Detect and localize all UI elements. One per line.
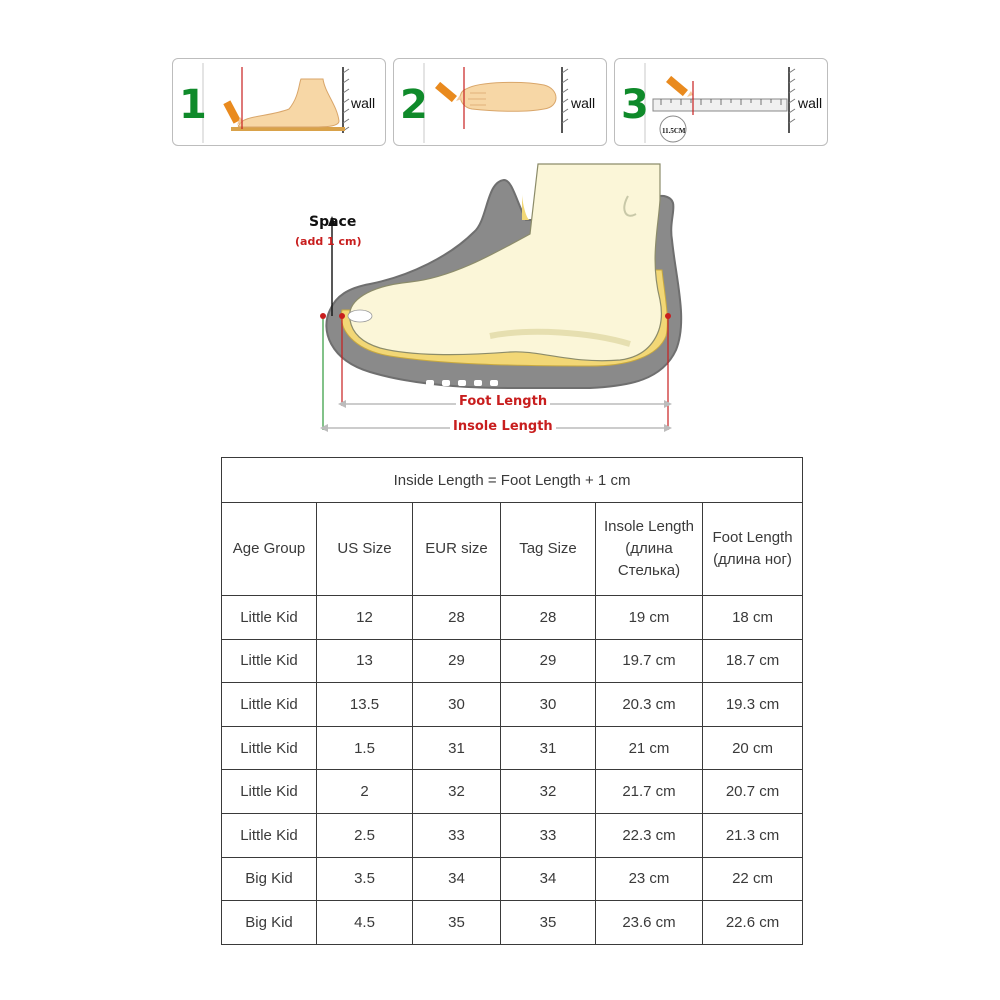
cell-us-size: 4.5 <box>317 901 413 945</box>
cell-foot-length: 18.7 cm <box>703 639 803 683</box>
cell-us-size: 1.5 <box>317 726 413 770</box>
cell-tag-size: 34 <box>501 857 596 901</box>
table-row <box>222 639 803 683</box>
cell-age-group: Little Kid <box>222 726 317 770</box>
cell-tag-size: 35 <box>501 901 596 945</box>
cell-age-group: Little Kid <box>222 770 317 814</box>
table-row <box>222 596 803 640</box>
header-foot-line-1: Foot Length <box>712 529 793 546</box>
table-header-row <box>222 503 803 596</box>
cell-insole-length: 23 cm <box>596 857 703 901</box>
table-row <box>222 770 803 814</box>
cell-foot-length: 20.7 cm <box>703 770 803 814</box>
header-age-group: Age Group <box>222 503 317 596</box>
table-title-row <box>222 458 803 503</box>
step-2-panel <box>393 58 607 146</box>
step-3-wall-label: wall <box>798 95 823 111</box>
cell-insole-length: 19.7 cm <box>596 639 703 683</box>
cell-insole-length: 23.6 cm <box>596 901 703 945</box>
cell-age-group: Little Kid <box>222 596 317 640</box>
space-sub-label: (add 1 cm) <box>295 235 362 248</box>
cell-us-size: 13 <box>317 639 413 683</box>
table-row <box>222 683 803 727</box>
cell-insole-length: 22.3 cm <box>596 813 703 857</box>
cell-foot-length: 20 cm <box>703 726 803 770</box>
cell-insole-length: 19 cm <box>596 596 703 640</box>
header-tag-size: Tag Size <box>501 503 596 596</box>
cell-insole-length: 21.7 cm <box>596 770 703 814</box>
pencil-icon <box>435 82 462 102</box>
size-chart-table <box>221 457 803 945</box>
cell-us-size: 2.5 <box>317 813 413 857</box>
cell-eur-size: 33 <box>413 813 501 857</box>
cell-foot-length: 18 cm <box>703 596 803 640</box>
cell-foot-length: 22 cm <box>703 857 803 901</box>
step-3-number: 3 <box>621 82 649 128</box>
cell-tag-size: 33 <box>501 813 596 857</box>
header-insole-length <box>596 503 703 596</box>
cell-foot-length: 19.3 cm <box>703 683 803 727</box>
cell-us-size: 12 <box>317 596 413 640</box>
cell-age-group: Little Kid <box>222 813 317 857</box>
table-row <box>222 857 803 901</box>
cell-insole-length: 20.3 cm <box>596 683 703 727</box>
step-1-wall-label: wall <box>351 95 376 111</box>
foot-length-label: Foot Length <box>456 394 550 409</box>
cell-tag-size: 32 <box>501 770 596 814</box>
header-us-size: US Size <box>317 503 413 596</box>
header-insole-line-3: Стелька) <box>617 562 681 579</box>
header-insole-line-2: (длина <box>625 540 673 557</box>
cell-us-size: 13.5 <box>317 683 413 727</box>
cell-tag-size: 30 <box>501 683 596 727</box>
step-2-number: 2 <box>400 82 428 128</box>
cell-age-group: Big Kid <box>222 901 317 945</box>
space-label: Space <box>309 214 357 230</box>
cell-age-group: Big Kid <box>222 857 317 901</box>
insole-length-label: Insole Length <box>450 419 556 434</box>
pencil-icon <box>223 100 243 125</box>
cell-eur-size: 29 <box>413 639 501 683</box>
cell-eur-size: 35 <box>413 901 501 945</box>
header-insole-line-1: Insole Length <box>603 518 695 535</box>
cell-eur-size: 32 <box>413 770 501 814</box>
header-foot-length <box>703 503 803 596</box>
step-1-panel <box>172 58 386 146</box>
measurement-steps <box>172 58 830 146</box>
table-row <box>222 813 803 857</box>
pencil-icon <box>666 76 693 97</box>
cell-foot-length: 22.6 cm <box>703 901 803 945</box>
cell-age-group: Little Kid <box>222 639 317 683</box>
table-row <box>222 901 803 945</box>
step-2-wall-label: wall <box>571 95 596 111</box>
step-3-scale-label: 11.5CM <box>662 127 686 135</box>
header-foot-line-2: (длина ног) <box>713 551 792 568</box>
cell-eur-size: 28 <box>413 596 501 640</box>
header-eur-size: EUR size <box>413 503 501 596</box>
cell-eur-size: 30 <box>413 683 501 727</box>
cell-insole-length: 21 cm <box>596 726 703 770</box>
step-1-number: 1 <box>179 82 207 128</box>
cell-us-size: 2 <box>317 770 413 814</box>
cell-foot-length: 21.3 cm <box>703 813 803 857</box>
cell-eur-size: 34 <box>413 857 501 901</box>
cell-eur-size: 31 <box>413 726 501 770</box>
cell-us-size: 3.5 <box>317 857 413 901</box>
cell-tag-size: 29 <box>501 639 596 683</box>
cell-tag-size: 31 <box>501 726 596 770</box>
ruler-icon <box>653 99 787 111</box>
cell-tag-size: 28 <box>501 596 596 640</box>
shoe-measurement-diagram <box>290 160 710 450</box>
step-3-panel <box>614 58 828 146</box>
table-title: Inside Length = Foot Length + 1 cm <box>222 458 803 503</box>
cell-age-group: Little Kid <box>222 683 317 727</box>
table-row <box>222 726 803 770</box>
